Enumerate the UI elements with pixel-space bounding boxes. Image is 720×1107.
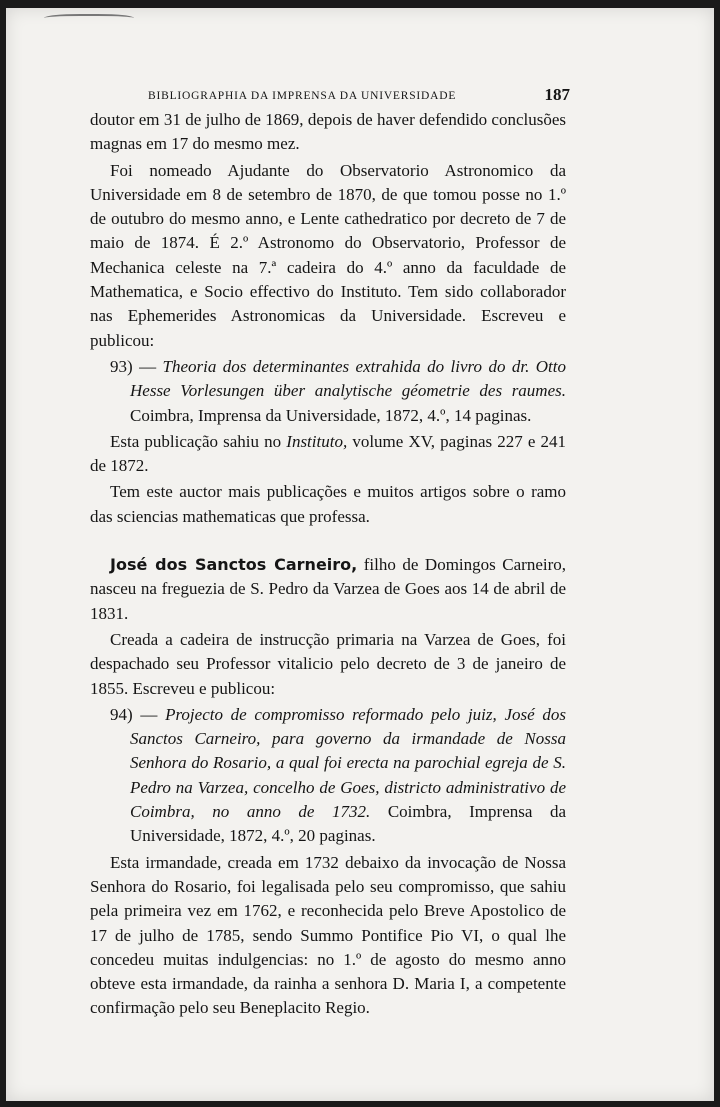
- author-name: José dos Sanctos Carneiro,: [110, 555, 358, 575]
- scan-mark: [44, 14, 134, 24]
- paragraph-brotherhood: Esta irmandade, creada em 1732 debaixo da invocação de Nossa Senhora do Rosario, foi legalisada pelo seu compromisso, que sahiu pela primeira vez em 1762, e reconhecida pelo Breve Apostolico de 17 de julho de 1785, sendo Summo Pontifice Pio VI, o qual lhe concedeu muitas indulgencias: no 1.º de agosto do mesmo anno obteve esta irmandade, da rainha a senhora D. Maria I, a competente confirmação pelo seu Beneplacito Regio.: [90, 852, 566, 1018]
- bibliographic-entry-93: [110, 355, 566, 428]
- paragraph-appointment: Foi nomeado Ajudante do Observatorio Astronomico da Universidade em 8 de setembro de 1870, de que tomou posse no 1.º de outubro do mesmo anno, e Lente cathedratico por decreto de 7 de maio de 1874. É 2.º Astronomo do Observatorio, Professor de Mechanica celeste na 7.ª cadeira do 4.º anno da faculdade de Mathematica, e Socio effectivo do Instituto. Tem sido collaborador nas Ephemerides Astronomicas da Universidade. Escreveu e publicou:: [90, 160, 566, 350]
- entry-imprint: Coimbra, Imprensa da Universidade, 1872, 4.º, 14 paginas.: [130, 405, 532, 425]
- page-number: 187: [544, 85, 570, 104]
- author-bio: filho de Domingos Carneiro, nasceu na freguezia de S. Pedro da Varzea de Goes aos 14 de abril de 1831.: [90, 555, 567, 623]
- running-title: BIBLIOGRAPHIA DA IMPRENSA DA UNIVERSIDADE: [148, 90, 457, 102]
- paragraph-career: Creada a cadeira de instrucção primaria na Varzea de Goes, foi despachado seu Professor vitalicio pelo decreto de 3 de janeiro de 1855. Escreveu e publicou:: [90, 629, 566, 698]
- entry-title: Theoria dos determinantes extrahida do livro do dr. Otto Hesse Vorlesungen über analytische géometrie des raumes.: [130, 356, 566, 401]
- page-content: [90, 78, 570, 1021]
- paragraph-publication-note: [90, 430, 566, 479]
- entry-number: 94) —: [110, 704, 158, 724]
- running-header: [148, 78, 570, 108]
- author-entry: [90, 553, 566, 626]
- journal-name: Instituto,: [286, 431, 348, 451]
- entry-imprint: Coimbra, Imprensa da Universidade, 1872, 4.º, 20 paginas.: [130, 802, 567, 846]
- bibliographic-entry-94: [110, 703, 567, 849]
- paragraph-continuation: doutor em 31 de julho de 1869, depois de haver defendido conclusões magnas em 17 do mesmo mez.: [90, 110, 566, 154]
- note-text: volume XV, paginas 227 e 241 de 1872.: [90, 431, 567, 476]
- note-text: Esta publicação sahiu no: [110, 431, 282, 451]
- entry-title: Projecto de compromisso reformado pelo juiz, José dos Sanctos Carneiro, para governo da irmandade de Nossa Senhora do Rosario, a qual foi erecta na parochial egreja de S. Pedro na Varzea, concelho de Goes, districto administrativo de Coimbra, no anno de 1732.: [130, 704, 566, 822]
- scanned-page: [6, 8, 714, 1101]
- entry-number: 93) —: [110, 356, 157, 376]
- paragraph-other-works: Tem este auctor mais publicações e muitos artigos sobre o ramo das sciencias mathematicas que professa.: [90, 482, 566, 526]
